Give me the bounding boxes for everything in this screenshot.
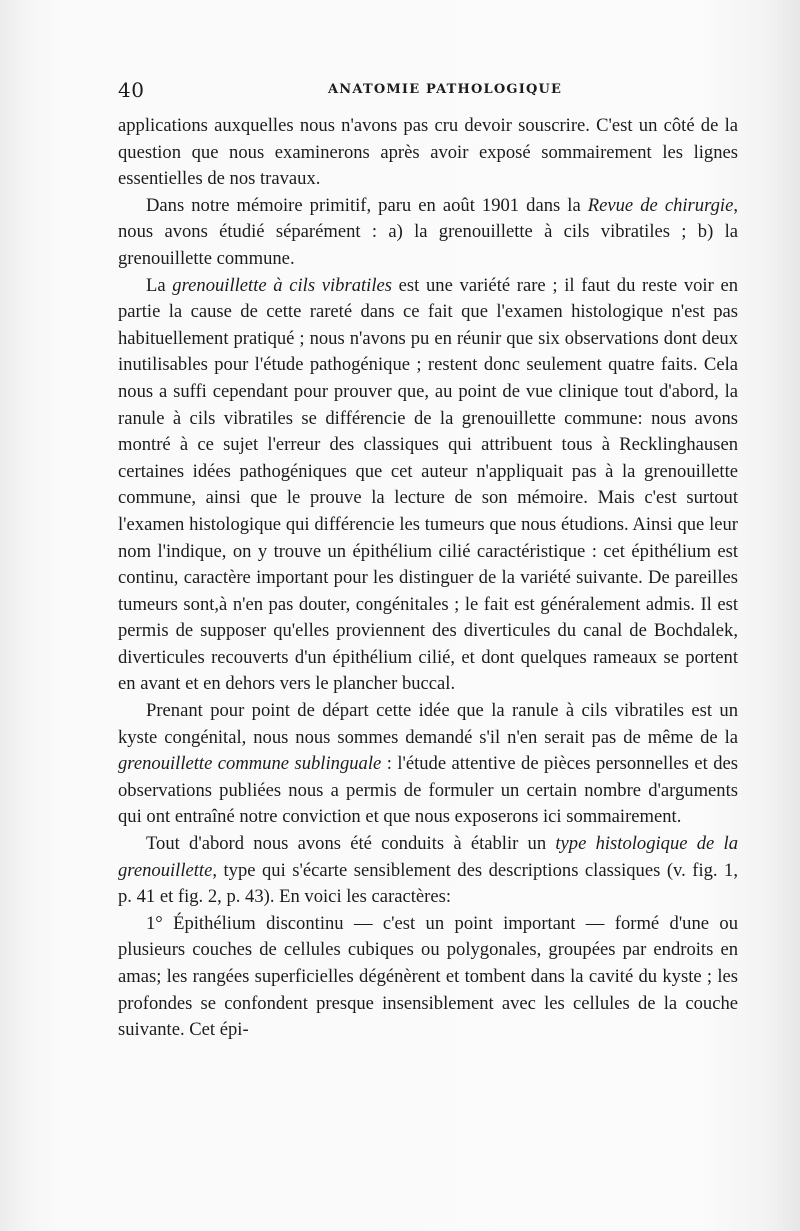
text-run: La xyxy=(146,274,173,296)
page-number: 40 xyxy=(118,78,145,102)
paragraph-continuation: applications auxquelles nous n'avons pas cru devoir souscrire. C'est un côté de la question que nous examinerons après avoir exposé sommairement les lignes essentielles de nos travaux. xyxy=(118,115,738,190)
paragraph-type-histologique xyxy=(118,831,738,911)
text-run: Dans notre mémoire primitif, paru en août 1901 dans la xyxy=(146,194,588,216)
text-run: , nous avons étudié séparément : a) la grenouillette à cils vibratiles ; b) la grenouillette commune. xyxy=(118,194,738,269)
text-run: Prenant pour point de départ cette idée que la ranule à cils vibratiles est un kyste congénital, nous nous sommes demandé s'il n'en serait pas de même de la xyxy=(118,700,738,748)
text-run: : l'étude attentive de pièces personnelles et des observations publiées nous a permis de formuler un certain nombre d'arguments qui ont entraîné notre conviction et que nous exposerons ici sommairement. xyxy=(118,753,738,828)
running-title: ANATOMIE PATHOLOGIQUE xyxy=(328,82,563,97)
text-run: , type qui s'écarte sensiblement des descriptions classiques (v. fig. 1, p. 41 et fig. 2, p. 43). En voici les caractères: xyxy=(118,859,738,908)
paragraph-memoire-primitif xyxy=(118,193,738,273)
paragraph-grenouillette-commune xyxy=(118,698,738,831)
body-text xyxy=(118,113,738,1044)
paragraph-cils-vibratiles xyxy=(118,273,738,699)
term-italic: grenouillette commune sublinguale xyxy=(118,753,382,775)
paragraph-epithelium: 1° Épithélium discontinu — c'est un point important — formé d'une ou plusieurs couches de cellules cubiques ou polygonales, groupées par endroits en amas; les rangées superficielles dégénèrent et tombent dans la cavité du kyste ; les profondes se confondent presque insensiblement avec les cellules de la couche suivante. Cet épi- xyxy=(118,912,738,1041)
text-run: est une variété rare ; il faut du reste voir en partie la cause de cette rareté dans ce fait que l'examen histologique n'est pas habituellement pratiqué ; nous n'avons pu en réunir que six observations dont deux inutilisables pour l'étude pathogénique ; restent donc seulement quatre faits. Cela nous a suffi cependant pour prouver que, au point de vue clinique tout d'abord, la ranule à cils vibratiles se différencie de la grenouillette commune: nous avons montré à ce sujet l'erreur des classiques qui attribuent tous à Recklinghausen certaines idées pathogéniques que cet auteur n'appliquait pas à la grenouillette commune, ainsi que le prouve la lecture de son mémoire. Mais c'est surtout l'examen histologique qui différencie les tumeurs que nous étudions. Ainsi que leur nom l'indique, on y trouve un épithélium cilié caractéristique : cet épithélium est continu, caractère important pour les distinguer de la variété suivante. De pareilles tumeurs sont,à n'en pas douter, congénitales ; le fait est généralement admis. Il est permis de supposer qu'elles proviennent des diverticules du canal de Bochdalek, diverticules recouverts d'un épithélium cilié, et dont quelques rameaux se portent en avant et en dehors vers le plancher buccal. xyxy=(118,274,738,695)
term-italic: grenouillette à cils vibratiles xyxy=(172,274,392,296)
text-run: Tout d'abord nous avons été conduits à établir un xyxy=(146,833,556,855)
journal-title-italic: Revue de chirurgie xyxy=(587,194,734,216)
term-italic: type histologique de la grenouillette xyxy=(118,833,738,881)
page-header xyxy=(118,78,738,102)
